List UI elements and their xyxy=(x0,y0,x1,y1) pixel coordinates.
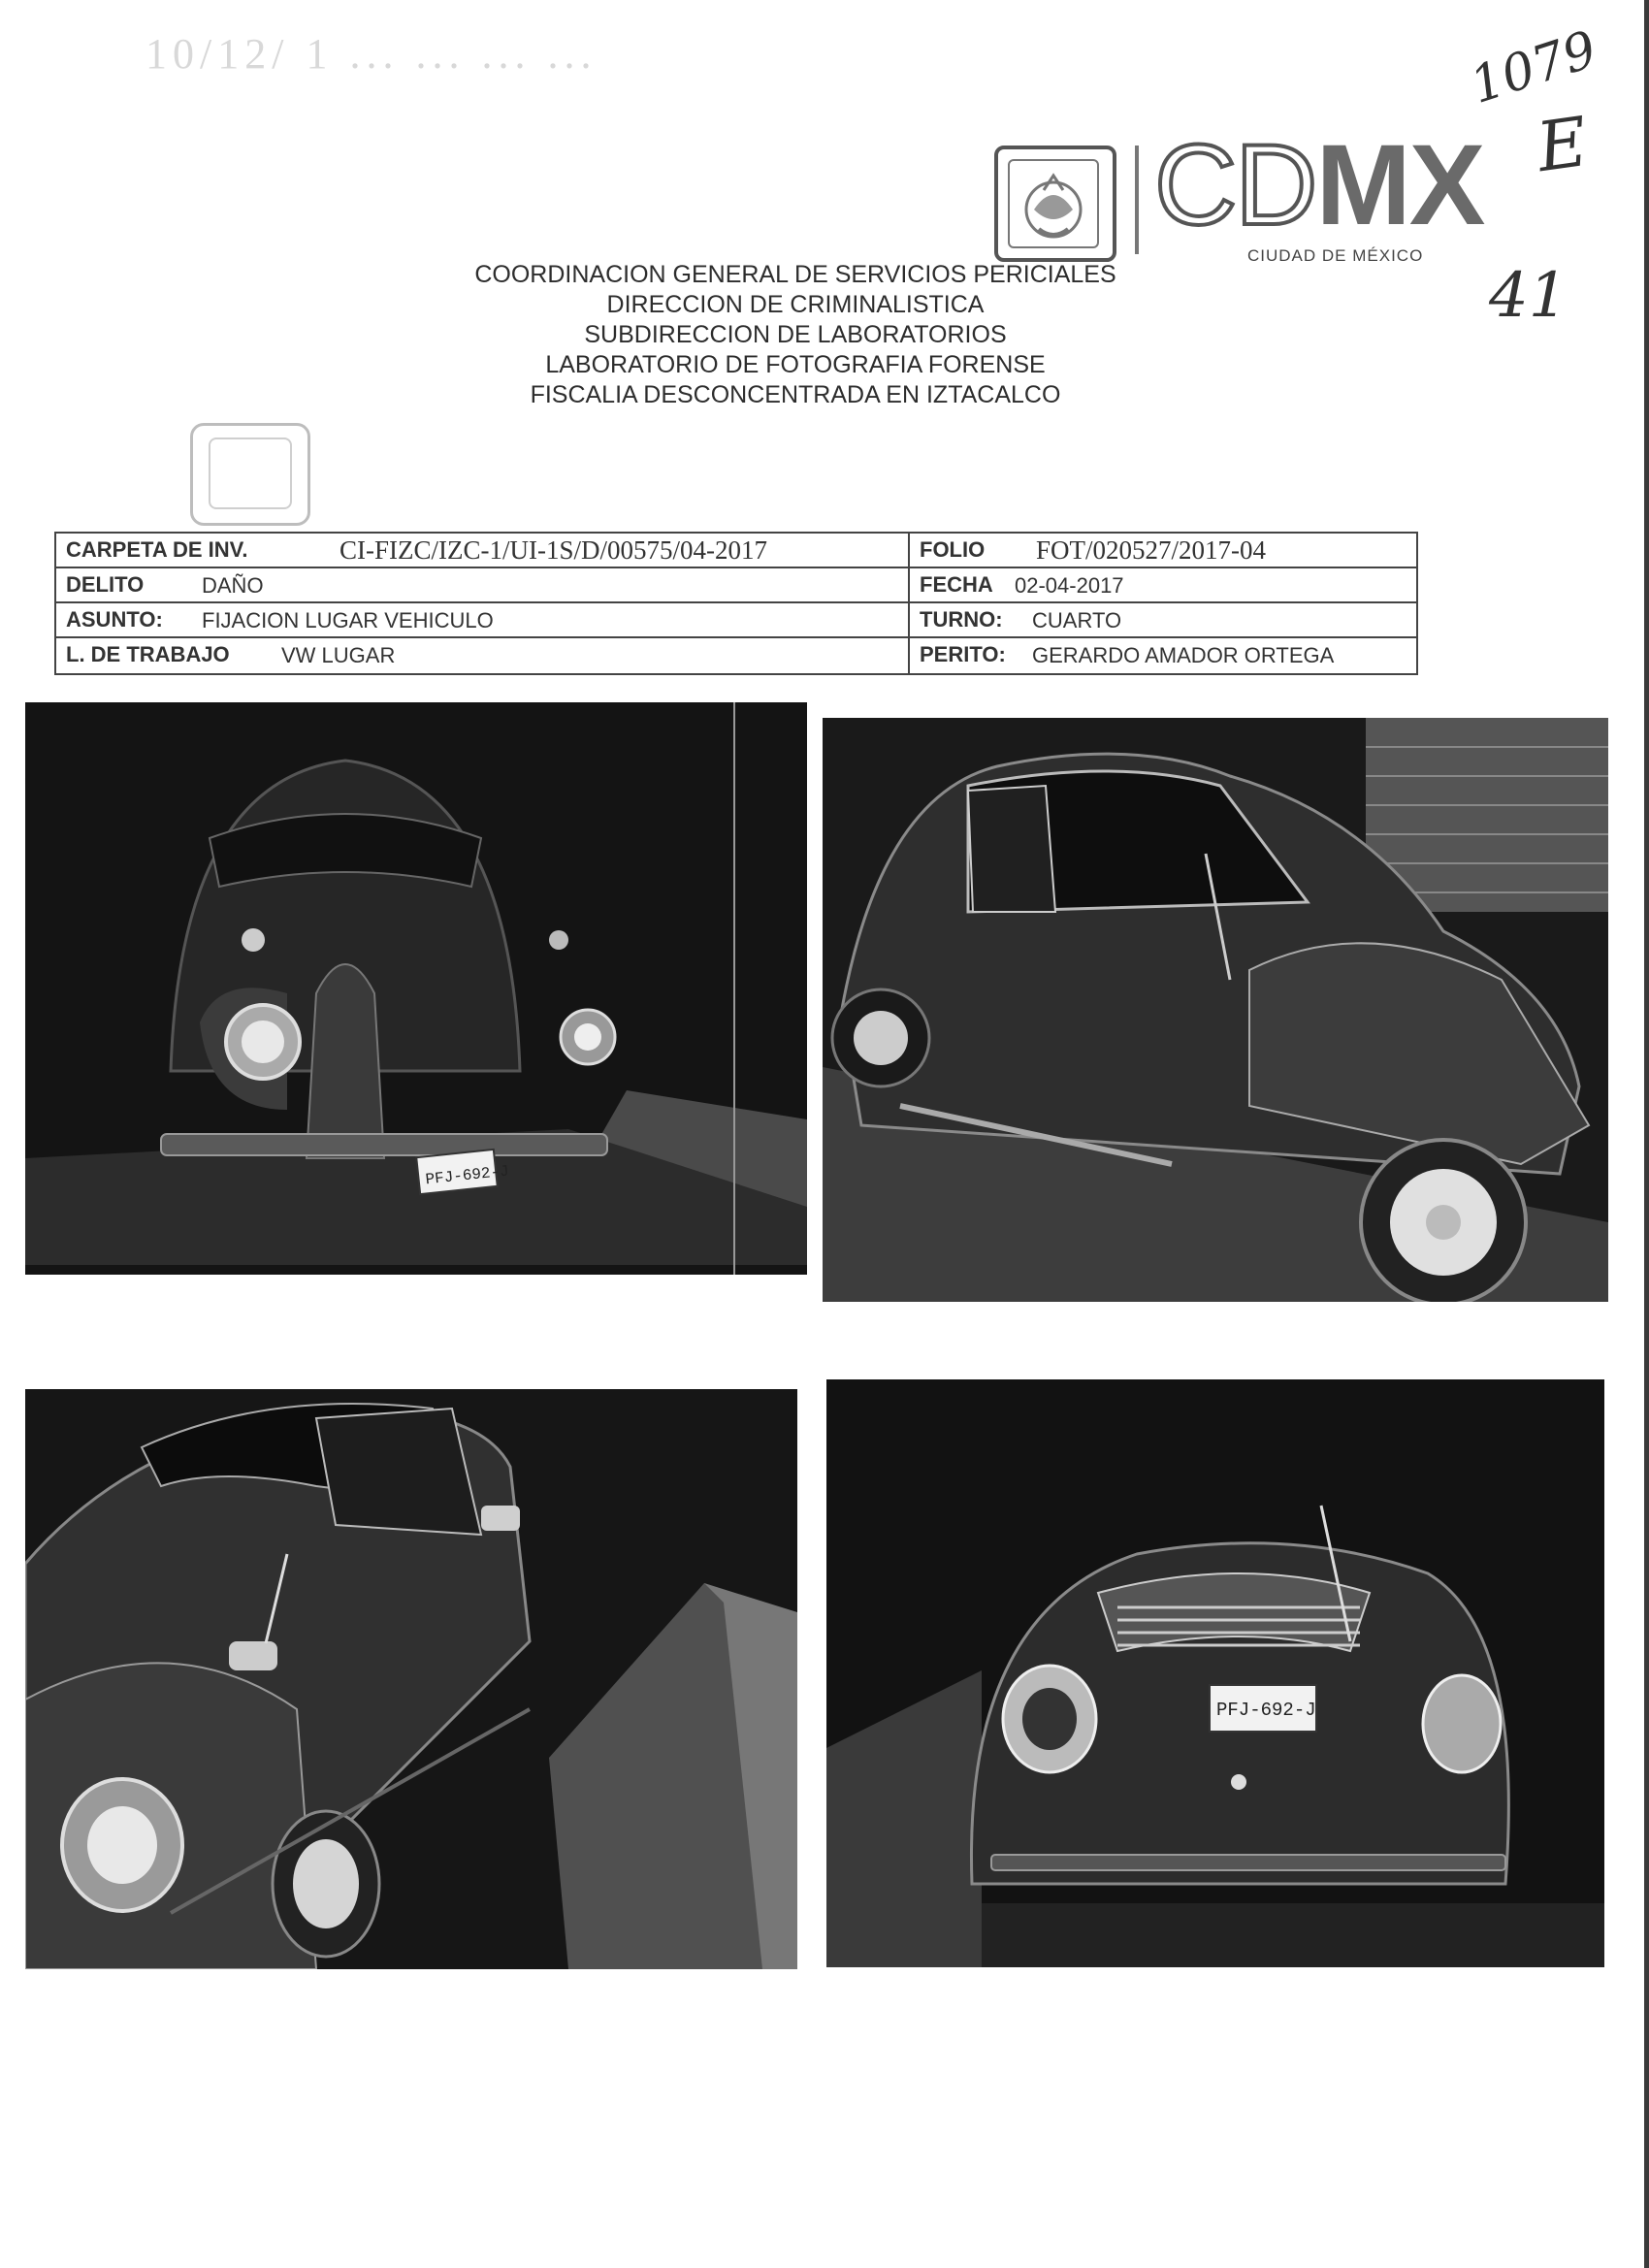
delito-value: DAÑO xyxy=(202,573,264,598)
handwritten-number: 1079 xyxy=(1463,20,1604,115)
cdmx-wordmark xyxy=(1154,121,1484,249)
photo-vehicle-front xyxy=(25,702,807,1275)
faint-scan-text: 10/12/ 1 ... ... ... ... xyxy=(146,30,598,78)
carpeta-row xyxy=(56,534,910,568)
turno-label: TURNO: xyxy=(920,607,1003,632)
scan-edge xyxy=(1644,0,1649,2268)
perito-label: PERITO: xyxy=(920,642,1006,666)
asunto-row xyxy=(56,603,910,638)
asunto-value: FIJACION LUGAR VEHICULO xyxy=(202,608,494,632)
logo-subtitle: CIUDAD DE MÉXICO xyxy=(1247,246,1424,265)
photo-vehicle-side xyxy=(823,718,1608,1302)
header-line: LABORATORIO DE FOTOGRAFIA FORENSE xyxy=(545,351,1046,378)
fecha-label: FECHA xyxy=(920,572,993,597)
rear-plate-text: PFJ-692-J xyxy=(1216,1700,1316,1721)
delito-row xyxy=(56,568,910,603)
logo-mx: MX xyxy=(1315,121,1484,249)
header-line: FISCALIA DESCONCENTRADA EN IZTACALCO xyxy=(530,381,1061,408)
photo-vehicle-front-quarter xyxy=(25,1389,797,1969)
trabajo-label: L. DE TRABAJO xyxy=(66,642,230,666)
header-line: DIRECCION DE CRIMINALISTICA xyxy=(606,291,985,318)
trabajo-row xyxy=(56,638,910,673)
document-header xyxy=(417,260,1174,410)
folio-label: FOLIO xyxy=(920,537,986,562)
fecha-row xyxy=(910,568,1416,603)
asunto-label: ASUNTO: xyxy=(66,607,163,632)
folio-row xyxy=(910,534,1416,568)
header-line: COORDINACION GENERAL DE SERVICIOS PERICIALES xyxy=(474,261,1116,288)
folio-value: FOT/020527/2017-04 xyxy=(1036,535,1267,565)
photo-vehicle-rear xyxy=(826,1379,1604,1967)
case-info-table xyxy=(54,532,1418,675)
handwritten-page-number: 41 xyxy=(1489,260,1568,332)
faint-stamp xyxy=(190,423,310,526)
turno-value: CUARTO xyxy=(1032,608,1122,632)
logo-separator xyxy=(1135,146,1139,254)
handwritten-letter: E xyxy=(1532,101,1593,188)
perito-value: GERARDO AMADOR ORTEGA xyxy=(1032,643,1335,667)
header-line: SUBDIRECCION DE LABORATORIOS xyxy=(584,321,1007,348)
logo-cd: CD xyxy=(1154,121,1316,249)
front-plate-text: PFJ-692-J xyxy=(424,1162,510,1189)
trabajo-value: VW LUGAR xyxy=(281,643,396,667)
carpeta-value: CI-FIZC/IZC-1/UI-1S/D/00575/04-2017 xyxy=(340,535,767,565)
fecha-value: 02-04-2017 xyxy=(1015,573,1124,598)
turno-row xyxy=(910,603,1416,638)
cdmx-emblem-logo xyxy=(994,146,1116,262)
carpeta-label: CARPETA DE INV. xyxy=(66,537,248,562)
delito-label: DELITO xyxy=(66,572,145,597)
perito-row xyxy=(910,638,1416,673)
